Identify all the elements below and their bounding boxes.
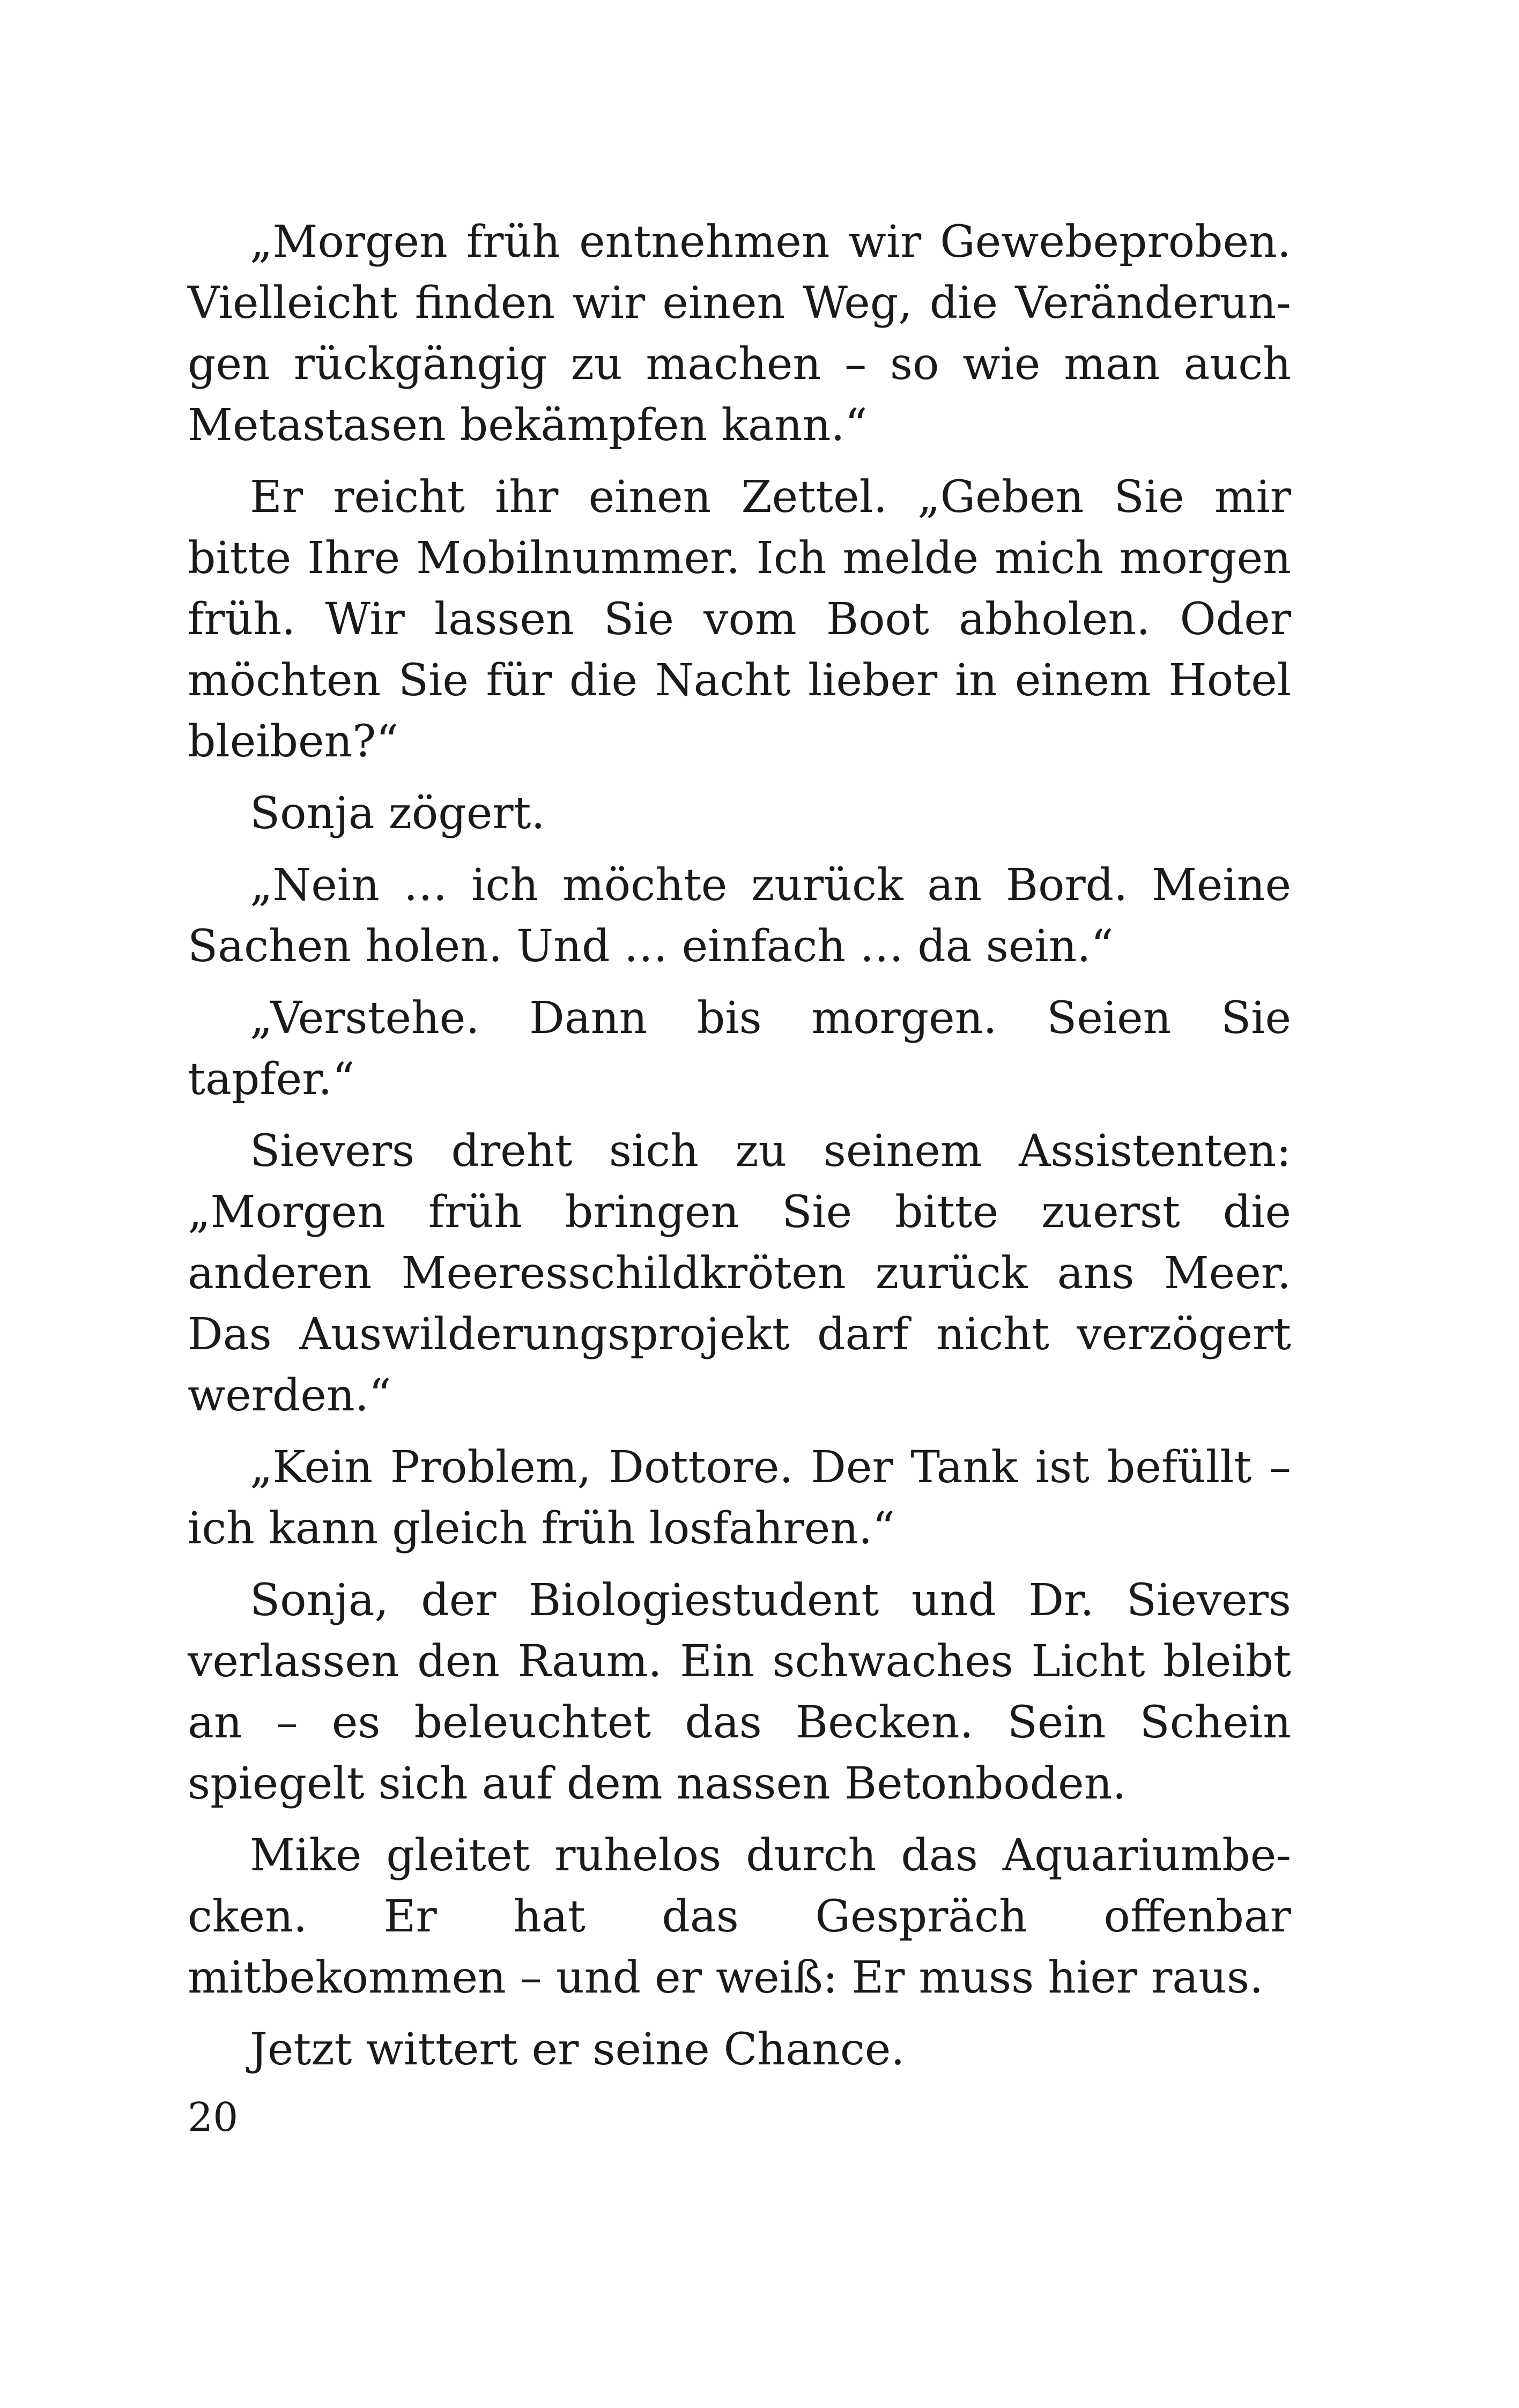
paragraph-1: „Morgen früh entnehmen wir Gewebeproben. Vielleicht finden wir einen Weg, die Veränderungen rückgängig zu machen – so wie man auch Metastasen bekämpfen kann.“: [188, 217, 1291, 451]
paragraph-9: Mike gleitet ruhelos durch das Aquariumbecken. Er hat das Gespräch offenbar mitbekommen – und er weiß: Er muss hier raus.: [188, 1830, 1291, 2003]
paragraph-6: Sievers dreht sich zu seinem Assistenten: „Morgen früh bringen Sie bitte zuerst die anderen Meeresschildkröten zurück ans Meer. Das Auswilderungsprojekt darf nicht verzögert werden.“: [188, 1126, 1291, 1421]
paragraph-8: Sonja, der Biologiestudent und Dr. Sievers verlassen den Raum. Ein schwaches Licht bleibt an – es beleuchtet das Becken. Sein Schein spiegelt sich auf dem nassen Betonboden.: [188, 1575, 1291, 1809]
paragraph-5: „Verstehe. Dann bis morgen. Seien Sie tapfer.“: [188, 993, 1291, 1105]
paragraph-3: Sonja zögert.: [250, 788, 545, 839]
paragraph-2: Er reicht ihr einen Zettel. „Geben Sie mir bitte Ihre Mobilnummer. Ich melde mich morgen früh. Wir lassen Sie vom Boot abholen. Oder möchten Sie für die Nacht lieber in einem Hotel bleiben?“: [188, 472, 1291, 767]
paragraph-10: Jetzt wittert er seine Chance.: [250, 2024, 905, 2075]
paragraph-4: „Nein … ich möchte zurück an Bord. Meine Sachen holen. Und … einfach … da sein.“: [188, 860, 1291, 972]
body-text: [188, 212, 1291, 2091]
paragraph-7: „Kein Problem, Dottore. Der Tank ist befüllt – ich kann gleich früh losfahren.“: [188, 1442, 1291, 1554]
page-number: 20: [188, 2094, 239, 2141]
